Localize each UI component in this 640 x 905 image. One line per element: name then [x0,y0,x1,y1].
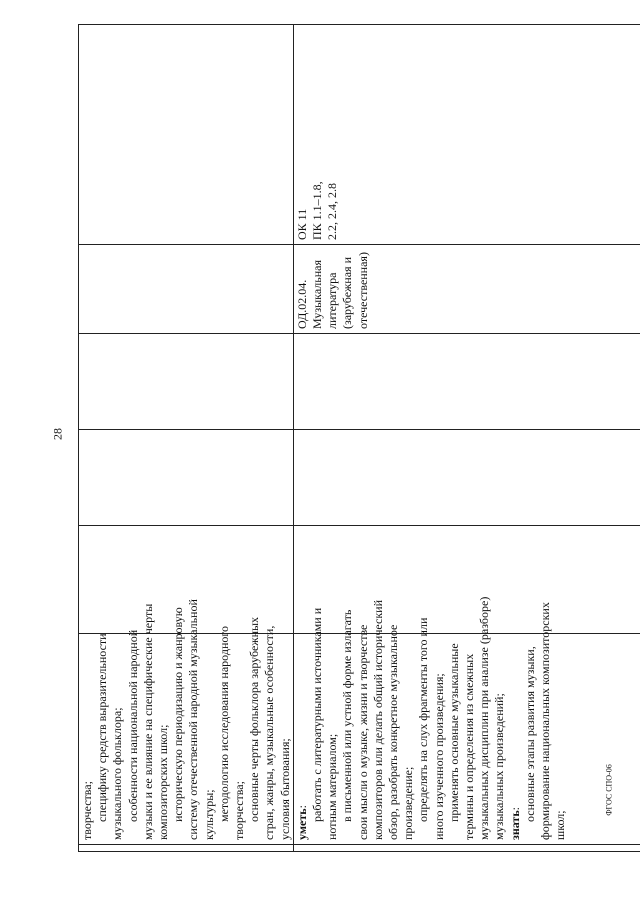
text-line: формирование национальных композиторских [538,602,553,840]
knowledge-heading-label: знать [507,810,522,840]
text-line: работать с литературными источниками и [310,607,325,822]
skills-heading-label: уметь [294,808,309,840]
footer-label: ФГОС СПО-06 [604,764,614,816]
text-line: термины и определения из смежных [462,653,477,840]
text-line: литература [325,272,340,329]
skills-heading [295,638,310,840]
text-line: обзор, разобрать конкретное музыкальное [386,624,401,840]
text-line: творчества; [80,781,94,840]
curriculum-table [78,24,640,852]
text-line: ОК 11 [294,208,309,240]
table-cell [293,334,640,430]
text-line: условия бытования; [277,738,292,840]
text-line: школ; [553,810,568,840]
table-cell-content [79,599,294,845]
text-line: музыкальных произведений; [492,693,507,840]
text-line: ОД.02.04. [294,279,309,329]
table-cell [293,845,640,852]
table-cell [79,25,294,245]
text-line: в письменной или устной форме излагать [340,609,355,822]
text-line: музыкального фольклора; [110,707,125,840]
table-cell [79,430,294,526]
text-line: нотным материалом; [325,733,340,840]
knowledge-heading-colon: : [507,806,522,811]
text-line: творчества; [232,781,247,840]
text-line: культуры; [201,789,216,840]
text-line: композиторских школ; [156,724,171,840]
text-line: определять на слух фрагменты того или [416,617,431,822]
text-line: стран, жанры, музыкальные особенности, [262,625,277,840]
text-line: применять основные музыкальные [446,643,461,822]
table-row [79,25,294,852]
text-line: музыкальных дисциплин при анализе (разборе) [477,596,492,840]
table-cell-content [293,596,640,845]
text-line: Музыкальная [310,260,325,329]
text-line: историческую периодизацию и жанровую [171,607,186,822]
text-line: 2.2, 2.4, 2.8 [325,183,340,240]
table-cell [79,245,294,334]
text-line: специфику средств выразительности [95,633,110,822]
text-line: методологию исследования народного [216,626,231,822]
text-line: отечественная) [355,252,370,329]
knowledge-heading [508,638,523,840]
competencies-cell [293,25,640,245]
rotated-table-sheet [78,32,631,852]
competencies-text [294,25,341,244]
discipline-text [294,245,371,333]
text-line: произведение; [401,766,416,840]
table-cell [79,845,294,852]
text-line: музыки и ее влияние на специфические черты [140,603,155,840]
row2-text [294,596,569,844]
text-line: систему отечественной народной музыкальной [186,599,201,840]
text-line: (зарубежная и [340,257,355,329]
table-row [293,25,640,852]
skills-list [310,596,508,840]
discipline-cell [293,245,640,334]
row1-text [79,599,293,844]
page-number: 28 [50,428,65,440]
text-line: основные этапы развития музыки, [522,646,537,822]
table-cell [79,334,294,430]
text-line: композиторов или делать общий исторический [370,599,385,840]
text-line: основные черты фольклора зарубежных [247,616,262,822]
table-cell [293,430,640,526]
text-line: особенности национальной народной [125,629,140,822]
text-line: свои мысли о музыке, жизни и творчестве [355,624,370,840]
text-line: иного изученного произведения; [431,673,446,840]
knowledge-list [522,602,569,840]
text-line: ПК 1.1–1.8, [310,181,325,240]
skills-heading-colon: : [294,805,309,809]
